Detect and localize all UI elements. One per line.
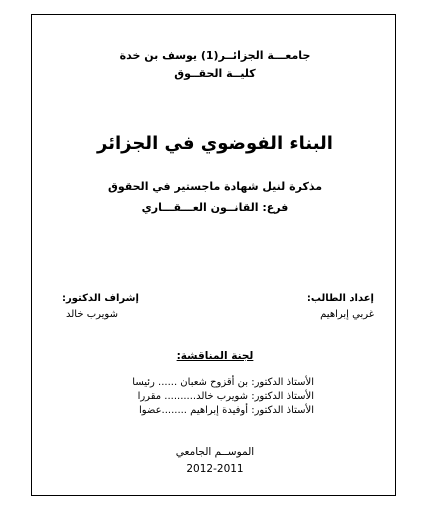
thesis-degree: مذكرة لنيل شهادة ماجستير في الحقوق (107, 180, 323, 193)
committee-member-examiner: الأستاذ الدكتور: أوفيدة إبراهيم ........عضوا (138, 405, 314, 416)
supervisor-label: إشراف الدكتور: (62, 293, 139, 304)
student-name: غربي إبراهيم (320, 309, 374, 320)
academic-years: 2012-2011 (186, 463, 244, 475)
faculty-name: كليــة الحقــوق (174, 67, 256, 80)
committee-label: لجنة المناقشة: (176, 350, 254, 362)
thesis-branch: فرع: القانــون العـــقـــاري (141, 201, 289, 214)
page-border (31, 14, 396, 496)
academic-season-label: الموســم الجامعي (175, 446, 255, 458)
committee-member-rapporteur: الأستاذ الدكتور: شويرب خالد.......... مقررا (137, 391, 314, 402)
thesis-title: البناء الفوضوي في الجزائر (97, 133, 333, 154)
university-name: جامعـــة الجزائــر(1) يوسف بن خدة (119, 49, 311, 62)
supervisor-name: شويرب خالد (66, 309, 118, 320)
committee-member-chair: الأستاذ الدكتور: بن أقزوح شعبان ...... رئيسا (132, 377, 314, 388)
student-label: إعداد الطالب: (306, 293, 374, 304)
